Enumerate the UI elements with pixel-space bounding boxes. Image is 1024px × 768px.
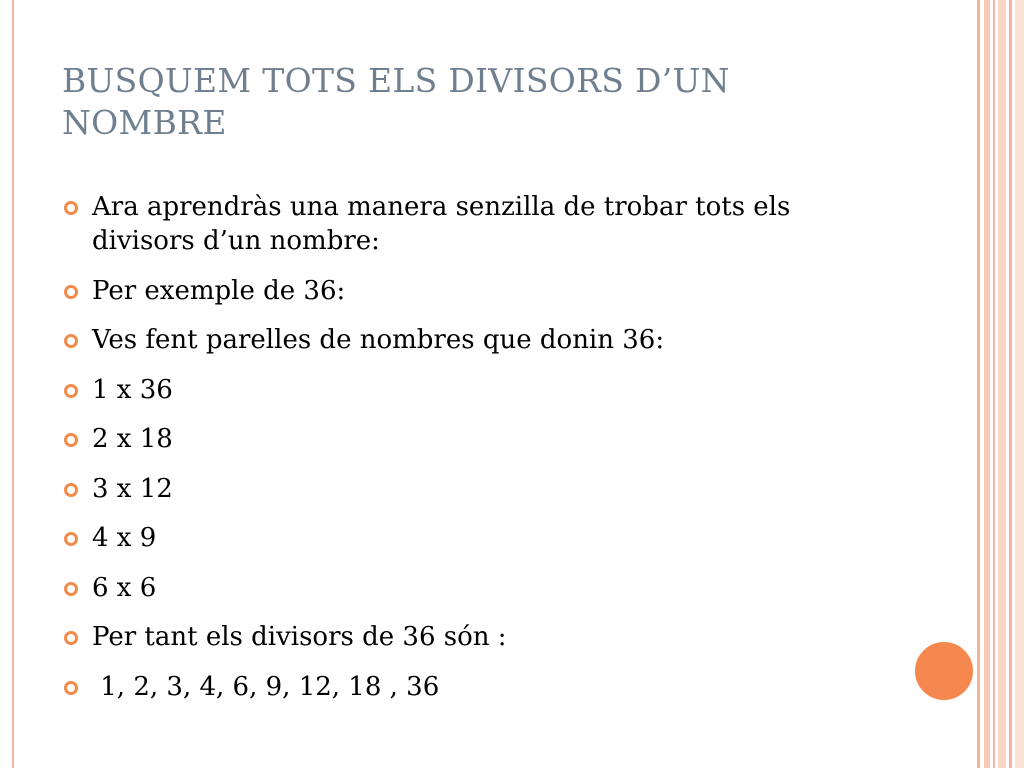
bullet-icon bbox=[64, 285, 78, 299]
decorative-stripe bbox=[984, 0, 990, 768]
decorative-stripe bbox=[977, 0, 980, 768]
list-item bbox=[60, 571, 900, 605]
bullet-icon bbox=[64, 433, 78, 447]
decorative-circle bbox=[913, 640, 975, 702]
list-item bbox=[60, 670, 900, 704]
list-item bbox=[60, 373, 900, 407]
list-item-text: 1, 2, 3, 4, 6, 9, 12, 18 , 36 bbox=[92, 671, 440, 702]
list-item bbox=[60, 620, 900, 654]
list-item-text: 3 x 12 bbox=[92, 473, 173, 504]
bullet-icon bbox=[64, 384, 78, 398]
slide-title: BUSQUEM TOTS ELS DIVISORS D’UN NOMBRE bbox=[62, 61, 730, 142]
bullet-list bbox=[60, 190, 900, 719]
bullet-icon bbox=[64, 334, 78, 348]
list-item-text: 4 x 9 bbox=[92, 523, 157, 553]
decorative-stripe bbox=[1009, 0, 1012, 768]
list-item-text: 1 x 36 bbox=[92, 374, 173, 405]
bullet-icon bbox=[64, 681, 78, 695]
list-item-text: Ara aprendràs una manera senzilla de trobar tots els divisors d’un nombre: bbox=[92, 192, 791, 256]
list-item-text: 6 x 6 bbox=[92, 572, 157, 603]
bullet-icon bbox=[64, 582, 78, 596]
list-item bbox=[60, 323, 900, 357]
bullet-icon bbox=[64, 631, 78, 645]
list-item bbox=[60, 472, 900, 506]
list-item bbox=[60, 190, 900, 258]
decorative-stripe bbox=[1015, 0, 1024, 768]
decorative-stripe bbox=[998, 0, 1006, 768]
bullet-icon bbox=[64, 201, 78, 215]
list-item-text: Per exemple de 36: bbox=[92, 275, 346, 306]
list-item bbox=[60, 274, 900, 308]
list-item-text: 2 x 18 bbox=[92, 424, 173, 454]
list-item-text: Ves fent parelles de nombres que donin 36: bbox=[92, 325, 665, 355]
list-item-text: Per tant els divisors de 36 són : bbox=[92, 622, 507, 652]
left-border-line bbox=[12, 0, 14, 768]
list-item bbox=[60, 422, 900, 456]
bullet-icon bbox=[64, 483, 78, 497]
list-item bbox=[60, 521, 900, 555]
decorative-stripe bbox=[993, 0, 995, 768]
bullet-icon bbox=[64, 532, 78, 546]
